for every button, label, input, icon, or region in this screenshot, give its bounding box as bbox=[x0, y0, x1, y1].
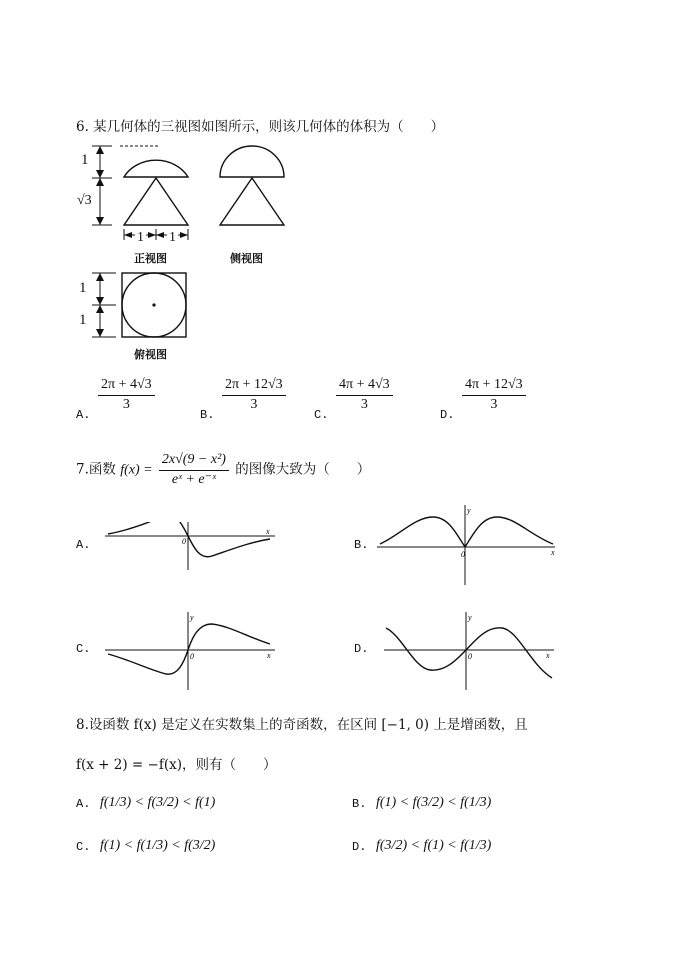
q8-stem-line1: 8.设函数 f(x) 是定义在实数集上的奇函数，在区间 [−1, 0) 上是增函数，且 bbox=[76, 717, 528, 733]
origin-label: 0 bbox=[190, 652, 194, 661]
side-view-figure bbox=[216, 140, 286, 230]
q8-option-c-letter[interactable]: C. bbox=[76, 840, 91, 854]
dim-label-sqrt3: √3 bbox=[77, 193, 92, 208]
q7-graph-d[interactable] bbox=[382, 612, 560, 692]
origin-label: 0 bbox=[461, 550, 465, 559]
q8-option-d-value[interactable]: f(3/2) < f(1) < f(1/3) bbox=[376, 838, 492, 853]
top-view-figure bbox=[72, 270, 202, 340]
q6-option-b-letter[interactable]: B. bbox=[200, 408, 215, 422]
q6-stem: 6. 某几何体的三视图如图所示，则该几何体的体积为（ ） bbox=[76, 119, 445, 135]
q8-option-b-value[interactable]: f(1) < f(3/2) < f(1/3) bbox=[376, 795, 492, 810]
front-view-figure bbox=[72, 140, 202, 240]
dim-label-1: 1 bbox=[169, 230, 176, 245]
q7-option-c-letter[interactable]: C. bbox=[76, 642, 91, 656]
axis-x-label: x bbox=[546, 651, 550, 660]
axis-y-label: y bbox=[467, 506, 471, 515]
q7-graph-a[interactable] bbox=[100, 522, 280, 572]
q8-option-b-letter[interactable]: B. bbox=[352, 797, 367, 811]
q8-option-c-value[interactable]: f(1) < f(1/3) < f(3/2) bbox=[100, 838, 216, 853]
q7-graph-c[interactable] bbox=[100, 612, 280, 692]
q8-option-a-letter[interactable]: A. bbox=[76, 797, 91, 811]
dim-label-1: 1 bbox=[79, 280, 87, 296]
dim-label-1: 1 bbox=[79, 312, 87, 328]
q8-option-a-value[interactable]: f(1/3) < f(3/2) < f(1) bbox=[100, 795, 216, 810]
q6-option-a-letter[interactable]: A. bbox=[76, 408, 91, 422]
q7-option-a-letter[interactable]: A. bbox=[76, 538, 91, 552]
q6-option-d-letter[interactable]: D. bbox=[440, 408, 455, 422]
q8-option-d-letter[interactable]: D. bbox=[352, 840, 367, 854]
q7-graph-b[interactable] bbox=[375, 505, 560, 587]
q6-option-c-value[interactable]: $\frac{4\pi + 4√3}{3}$ bbox=[336, 377, 393, 413]
side-view-label: 侧视图 bbox=[230, 252, 263, 265]
axis-x-label: x bbox=[267, 651, 271, 660]
q7-option-b-letter[interactable]: B. bbox=[354, 538, 369, 552]
front-view-label: 正视图 bbox=[134, 252, 167, 265]
axis-y-label: y bbox=[190, 613, 194, 622]
axis-x-label: x bbox=[551, 548, 555, 557]
axis-y-label: y bbox=[468, 613, 472, 622]
q7-option-d-letter[interactable]: D. bbox=[354, 642, 369, 656]
q6-option-b-value[interactable]: $\frac{2\pi + 12√3}{3}$ bbox=[222, 377, 286, 413]
dim-label-1: 1 bbox=[137, 230, 144, 245]
origin-label: 0 bbox=[182, 537, 186, 546]
q6-option-a-value[interactable]: $\frac{2\pi + 4√3}{3}$ bbox=[98, 377, 155, 413]
origin-label: 0 bbox=[468, 652, 472, 661]
q7-stem: 7.函数 f(x) = $\frac{\text{2x√(9 − x²)}}{\text{eˣ + e⁻ˣ}}$ 的图像大致为（ ） bbox=[76, 452, 371, 488]
top-view-label: 俯视图 bbox=[134, 348, 167, 361]
q6-option-c-letter[interactable]: C. bbox=[314, 408, 329, 422]
q6-option-d-value[interactable]: $\frac{4\pi + 12√3}{3}$ bbox=[462, 377, 526, 413]
dim-label-1: 1 bbox=[81, 152, 89, 168]
q8-stem-line2: f(x + 2) = −f(x)，则有（ ） bbox=[76, 757, 277, 773]
axis-x-label: x bbox=[266, 527, 270, 536]
